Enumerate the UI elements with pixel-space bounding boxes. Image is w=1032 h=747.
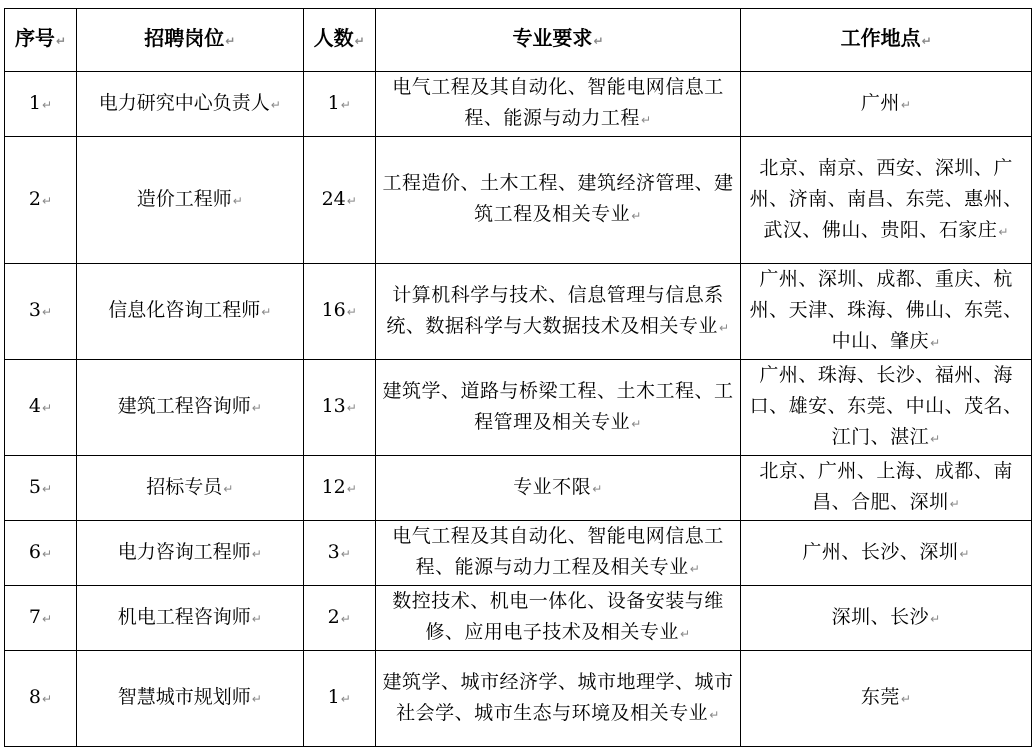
cell-location: 广州↵ (741, 72, 1032, 137)
cell-no: 4↵ (5, 360, 77, 456)
cell-major: 建筑学、城市经济学、城市地理学、城市社会学、城市生态与环境及相关专业↵ (375, 651, 741, 747)
cell-location: 广州、长沙、深圳↵ (741, 521, 1032, 586)
cell-count: 1↵ (303, 72, 375, 137)
cell-location: 北京、广州、上海、成都、南昌、合肥、深圳↵ (741, 456, 1032, 521)
cell-position: 智慧城市规划师↵ (76, 651, 303, 747)
header-no: 序号↵ (5, 9, 77, 72)
header-row (5, 9, 1032, 72)
cell-major: 计算机科学与技术、信息管理与信息系统、数据科学与大数据技术及相关专业↵ (375, 264, 741, 360)
cell-major: 电气工程及其自动化、智能电网信息工程、能源与动力工程及相关专业↵ (375, 521, 741, 586)
cell-major: 专业不限↵ (375, 456, 741, 521)
cell-count: 1↵ (303, 651, 375, 747)
table-row (5, 586, 1032, 651)
cell-no: 2↵ (5, 137, 77, 264)
table-row (5, 264, 1032, 360)
recruitment-table (4, 8, 1032, 747)
cell-location: 广州、珠海、长沙、福州、海口、雄安、东莞、中山、茂名、江门、湛江↵ (741, 360, 1032, 456)
cell-position: 信息化咨询工程师↵ (76, 264, 303, 360)
header-location: 工作地点↵ (741, 9, 1032, 72)
cell-count: 24↵ (303, 137, 375, 264)
cell-count: 12↵ (303, 456, 375, 521)
cell-count: 2↵ (303, 586, 375, 651)
cell-position: 机电工程咨询师↵ (76, 586, 303, 651)
header-major: 专业要求↵ (375, 9, 741, 72)
cell-count: 3↵ (303, 521, 375, 586)
cell-location: 东莞↵ (741, 651, 1032, 747)
cell-no: 6↵ (5, 521, 77, 586)
header-count: 人数↵ (303, 9, 375, 72)
header-position: 招聘岗位↵ (76, 9, 303, 72)
cell-position: 建筑工程咨询师↵ (76, 360, 303, 456)
table-row (5, 360, 1032, 456)
cell-major: 建筑学、道路与桥梁工程、土木工程、工程管理及相关专业↵ (375, 360, 741, 456)
table-row (5, 521, 1032, 586)
cell-position: 电力咨询工程师↵ (76, 521, 303, 586)
cell-count: 16↵ (303, 264, 375, 360)
cell-no: 1↵ (5, 72, 77, 137)
cell-no: 8↵ (5, 651, 77, 747)
cell-count: 13↵ (303, 360, 375, 456)
table-row (5, 456, 1032, 521)
table-row (5, 137, 1032, 264)
cell-major: 电气工程及其自动化、智能电网信息工程、能源与动力工程↵ (375, 72, 741, 137)
table-row (5, 651, 1032, 747)
cell-no: 3↵ (5, 264, 77, 360)
cell-no: 7↵ (5, 586, 77, 651)
cell-location: 深圳、长沙↵ (741, 586, 1032, 651)
cell-position: 电力研究中心负责人↵ (76, 72, 303, 137)
cell-position: 招标专员↵ (76, 456, 303, 521)
cell-major: 数控技术、机电一体化、设备安装与维修、应用电子技术及相关专业↵ (375, 586, 741, 651)
table-row (5, 72, 1032, 137)
cell-location: 北京、南京、西安、深圳、广州、济南、南昌、东莞、惠州、武汉、佛山、贵阳、石家庄↵ (741, 137, 1032, 264)
cell-position: 造价工程师↵ (76, 137, 303, 264)
cell-major: 工程造价、土木工程、建筑经济管理、建筑工程及相关专业↵ (375, 137, 741, 264)
cell-no: 5↵ (5, 456, 77, 521)
cell-location: 广州、深圳、成都、重庆、杭州、天津、珠海、佛山、东莞、中山、肇庆↵ (741, 264, 1032, 360)
